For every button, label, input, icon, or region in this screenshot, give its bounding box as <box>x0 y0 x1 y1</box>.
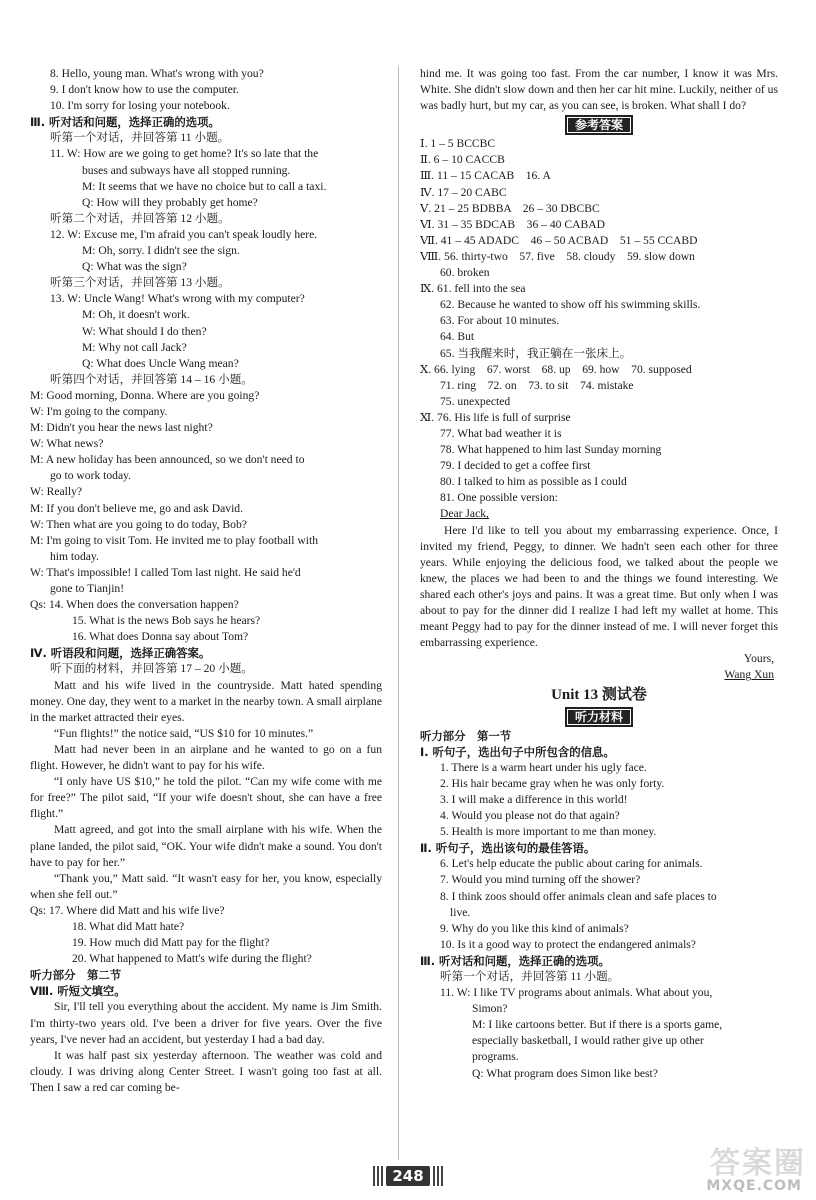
text-line: W: Really? <box>30 485 83 499</box>
section-heading: Ⅲ. 听对话和问题，选择正确的选项。 <box>420 953 610 968</box>
text-line: M: If you don't believe me, go and ask David. <box>30 501 243 515</box>
text-line: 2. His hair became gray when he was only forty. <box>440 776 665 790</box>
unit-title: Unit 13 测试卷 <box>551 687 647 704</box>
paragraph: hind me. It was going too fast. From the car number, I know it was Mrs. White. She didn't slow down and then her car hit mine. Luckily, neither of us was badly hurt, but my car, as you can see, is broken. What shall I do? <box>420 67 778 113</box>
paragraph: “Fun flights!” the notice said, “US $10 for 10 minutes.” <box>54 726 314 740</box>
section-tag-wrap <box>420 706 778 728</box>
text-line: M: I like cartoons better. But if there is a sports game, <box>472 1018 723 1032</box>
text-line: buses and subways have all stopped running. <box>82 163 291 177</box>
text-line: 9. Why do you like this kind of animals? <box>440 921 629 935</box>
section-heading: Ⅷ. 听短文填空。 <box>30 984 126 999</box>
paragraph: Matt agreed, and got into the small airplane with his wife. When the plane landed, the pilot said, “OK. Your wife didn't make a sound. You don't have to pay for her.” <box>30 823 382 869</box>
section-tag-wrap <box>420 114 778 136</box>
text-line: M: Good morning, Donna. Where are you going? <box>30 388 260 402</box>
text-line: 81. One possible version: <box>440 491 558 505</box>
page-number-value: 248 <box>386 1166 429 1186</box>
text-line: M: It seems that we have no choice but to call a taxi. <box>82 179 327 193</box>
left-column <box>30 66 382 1096</box>
text-line: Qs: 17. Where did Matt and his wife live? <box>30 903 225 917</box>
text-line: Ⅸ. 61. fell into the sea <box>420 282 526 296</box>
text-line: Wang Xun <box>724 668 774 682</box>
text-line: programs. <box>472 1050 519 1064</box>
section-tag: 参考答案 <box>565 115 633 135</box>
text-line: 13. W: Uncle Wang! What's wrong with my computer? <box>50 292 305 306</box>
text-line: 5. Health is more important to me than money. <box>440 825 657 839</box>
text-line: M: I'm going to visit Tom. He invited me to play football with <box>30 533 318 547</box>
text-line: M: Oh, it doesn't work. <box>82 308 190 322</box>
watermark-text: MXQE.COM <box>706 1178 802 1194</box>
page-number-left-bars <box>373 1166 383 1186</box>
text-line: 65. 当我醒来时，我正躺在一张床上。 <box>440 346 632 360</box>
column-divider <box>398 66 399 1160</box>
section-heading: Ⅲ. 听对话和问题，选择正确的选项。 <box>30 115 220 130</box>
paragraph: “I only have US $10,” he told the pilot. “Can my wife come with me for free?” The pilot said, “If your wife doesn't shout, she can have a free flight.” <box>30 775 382 821</box>
text-line: 62. Because he wanted to show off his swimming skills. <box>440 298 701 312</box>
text-line: Yours, <box>743 652 774 666</box>
paragraph: Here I'd like to tell you about my embarrassing experience. Once, I invited my friend, Peggy, to dinner. We hadn't seen each other for three years. While enjoying the delicious food, we talked about the people we knew, the places we had been to and the things we found interesting. We shared each other's joys and pains. It was a great time. But only when I was about to pay for the dinner did I realize I had left my wallet at home. This meant Peggy had to pay for the dinner instead of me. I will never forget this embarrassing experience. <box>420 523 778 650</box>
paragraph: Matt had never been in an airplane and he wanted to go on a fun flight. However, he didn't want to pay for his wife. <box>30 742 382 773</box>
text-line: Q: What was the sign? <box>82 260 187 274</box>
text-line: 64. But <box>440 330 475 344</box>
text-line: 听第三个对话，并回答第 13 小题。 <box>50 276 230 290</box>
text-line: 听下面的材料，并回答第 17 – 20 小题。 <box>50 662 253 676</box>
text-line: Dear Jack, <box>440 507 489 521</box>
text-line: him today. <box>50 549 99 563</box>
page-number <box>358 1163 458 1189</box>
text-line: 8. I think zoos should offer animals clean and safe places to <box>440 889 717 903</box>
text-line: Ⅹ. 66. lying 67. worst 68. up 69. how 70. supposed <box>420 362 692 376</box>
text-line: 12. W: Excuse me, I'm afraid you can't speak loudly here. <box>50 227 318 241</box>
text-line: 78. What happened to him last Sunday morning <box>440 443 662 457</box>
text-line: 20. What happened to Matt's wife during the flight? <box>72 952 312 966</box>
paragraph: “Thank you,” Matt said. “It wasn't easy for her, you know, especially when she fell out.” <box>30 871 382 901</box>
text-line: Ⅳ. 17 – 20 CABC <box>420 185 507 199</box>
text-line: 3. I will make a difference in this world! <box>440 792 628 806</box>
text-line: M: Oh, sorry. I didn't see the sign. <box>82 244 240 258</box>
text-line: W: What should I do then? <box>82 324 207 338</box>
text-line: M: Didn't you hear the news last night? <box>30 421 213 435</box>
paragraph: Matt and his wife lived in the countryside. Matt hated spending money. One day, they went to a market in the nearby town. A small airplane in the market attracted their eyes. <box>30 678 382 724</box>
text-line: 79. I decided to get a coffee first <box>440 459 591 473</box>
text-line: Ⅲ. 11 – 15 CACAB 16. A <box>420 169 551 183</box>
text-line: 77. What bad weather it is <box>440 426 562 440</box>
text-line: 9. I don't know how to use the computer. <box>50 83 239 97</box>
text-line: 7. Would you mind turning off the shower? <box>440 873 641 887</box>
text-line: 10. I'm sorry for losing your notebook. <box>50 99 230 113</box>
text-line: 听第四个对话，并回答第 14 – 16 小题。 <box>50 372 253 386</box>
text-line: M: A new holiday has been announced, so we don't need to <box>30 453 305 467</box>
text-line: 11. W: I like TV programs about animals. What about you, <box>440 986 713 1000</box>
text-line: 15. What is the news Bob says he hears? <box>72 614 261 628</box>
text-line: W: That's impossible! I called Tom last night. He said he'd <box>30 565 301 579</box>
text-line: 18. What did Matt hate? <box>72 919 185 933</box>
section-heading: Ⅰ. 听句子，选出句子中所包含的信息。 <box>420 744 615 759</box>
text-line: especially basketball, I would rather give up other <box>472 1034 704 1048</box>
text-line: W: Then what are you going to do today, Bob? <box>30 517 247 531</box>
text-line: 19. How much did Matt pay for the flight? <box>72 936 270 950</box>
right-column <box>420 66 778 1082</box>
text-line: 16. What does Donna say about Tom? <box>72 630 249 644</box>
text-line: go to work today. <box>50 469 132 483</box>
text-line: 60. broken <box>440 266 490 280</box>
section-heading: Ⅱ. 听句子，选出该句的最佳答语。 <box>420 841 596 856</box>
text-line: Simon? <box>472 1002 508 1016</box>
text-line: 1. There is a warm heart under his ugly face. <box>440 760 647 774</box>
text-line: 6. Let's help educate the public about caring for animals. <box>440 857 703 871</box>
paragraph: Sir, I'll tell you everything about the accident. My name is Jim Smith. I'm thirty-two years old. I've been a driver for five years. Over the five years, I've never had an accident, but yesterday I had a bad day. <box>30 1000 382 1046</box>
watermark-cn: 答案圈 <box>710 1146 806 1181</box>
section-heading: 听力部分 第二节 <box>30 968 122 983</box>
section-heading: 听力部分 第一节 <box>420 728 512 743</box>
text-line: 听第二个对话，并回答第 12 小题。 <box>50 211 230 225</box>
text-line: Ⅶ. 41 – 45 ADADC 46 – 50 ACBAD 51 – 55 CCABD <box>420 233 698 247</box>
text-line: 8. Hello, young man. What's wrong with you? <box>50 67 264 80</box>
text-line: Q: What does Uncle Wang mean? <box>82 356 239 370</box>
text-line: Ⅷ. 56. thirty-two 57. five 58. cloudy 59. slow down <box>420 249 695 263</box>
page-number-right-bars <box>433 1166 443 1186</box>
text-line: Ⅱ. 6 – 10 CACCB <box>420 153 505 167</box>
section-heading: Ⅳ. 听语段和问题，选择正确答案。 <box>30 646 211 661</box>
text-line: 71. ring 72. on 73. to sit 74. mistake <box>440 378 634 392</box>
text-line: 75. unexpected <box>440 394 511 408</box>
text-line: Ⅰ. 1 – 5 BCCBC <box>420 137 496 151</box>
text-line: 4. Would you please not do that again? <box>440 809 620 823</box>
text-line: Ⅺ. 76. His life is full of surprise <box>420 410 571 424</box>
text-line: 63. For about 10 minutes. <box>440 314 560 328</box>
text-line: Ⅵ. 31 – 35 BDCAB 36 – 40 CABAD <box>420 217 605 231</box>
watermark-logo <box>666 1136 806 1196</box>
text-line: W: I'm going to the company. <box>30 404 168 418</box>
text-line: 听第一个对话，并回答第 11 小题。 <box>50 131 230 145</box>
text-line: 11. W: How are we going to get home? It's so late that the <box>50 147 319 161</box>
text-line: M: Why not call Jack? <box>82 340 187 354</box>
text-line: gone to Tianjin! <box>50 582 125 595</box>
text-line: Ⅴ. 21 – 25 BDBBA 26 – 30 DBCBC <box>420 201 600 215</box>
text-line: 10. Is it a good way to protect the endangered animals? <box>440 937 696 951</box>
text-line: 80. I talked to him as possible as I could <box>440 475 627 489</box>
text-line: Q: How will they probably get home? <box>82 195 258 209</box>
text-line: Qs: 14. When does the conversation happen? <box>30 598 239 612</box>
text-line: 听第一个对话，并回答第 11 小题。 <box>440 969 620 983</box>
text-line: Q: What program does Simon like best? <box>472 1066 658 1080</box>
text-line: W: What news? <box>30 437 104 451</box>
paragraph: It was half past six yesterday afternoon. The weather was cold and cloudy. I was driving along Center Street. I wasn't going too fast at all. Then I saw a red car coming be- <box>30 1048 382 1094</box>
section-tag: 听力材料 <box>565 707 633 727</box>
text-line: live. <box>450 905 471 919</box>
